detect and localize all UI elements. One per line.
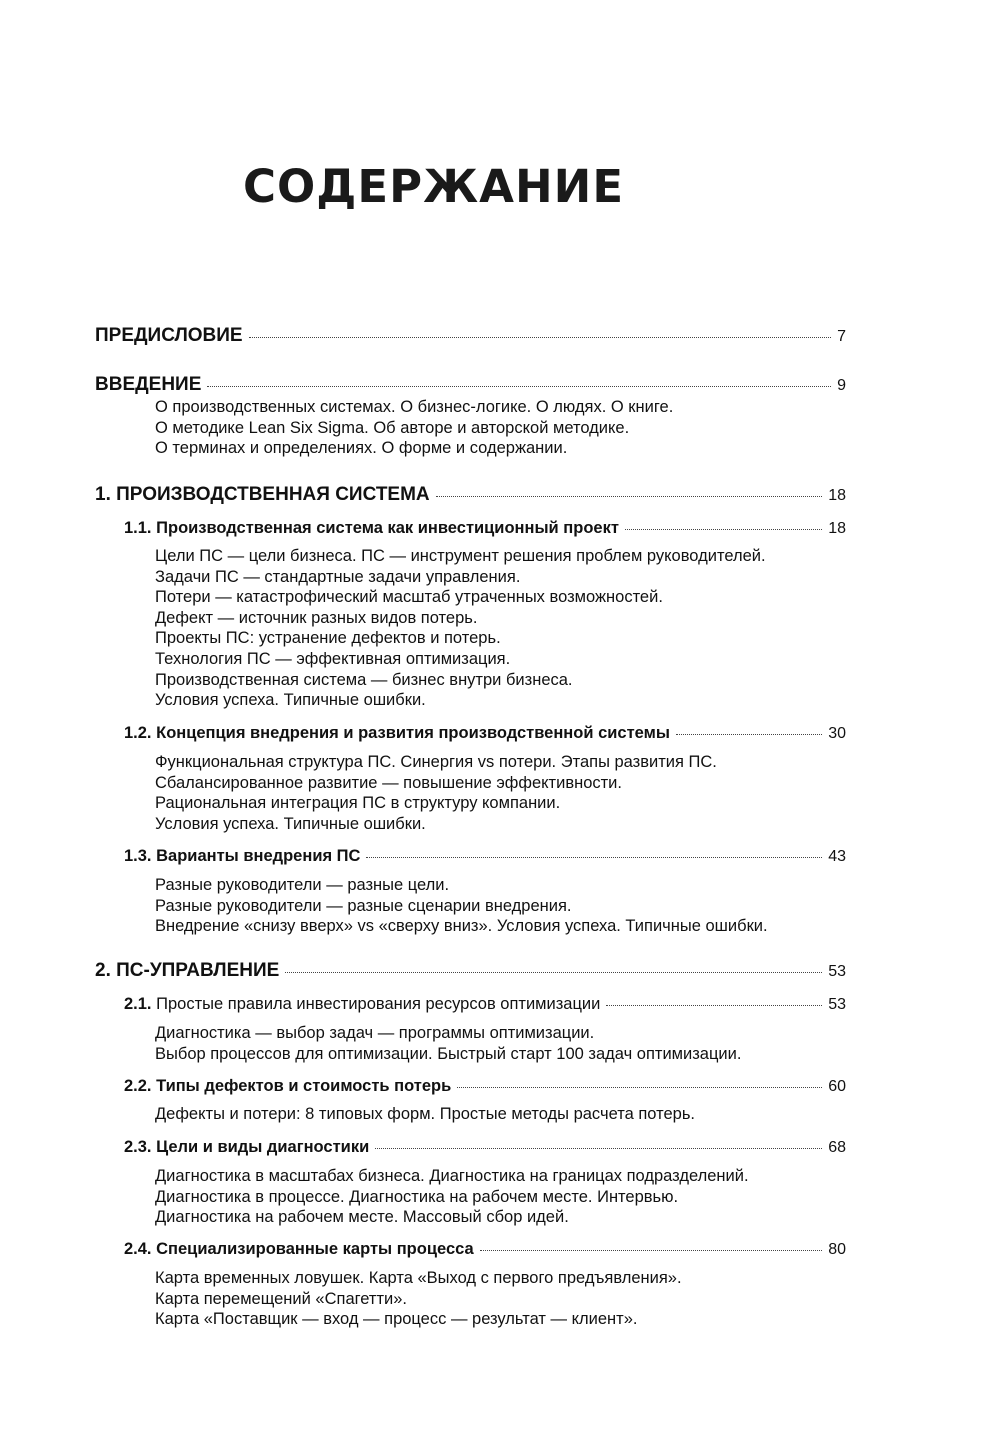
description-line: Диагностика на рабочем месте. Массовый сбор идей.: [155, 1208, 569, 1227]
toc-entry-label: 1. ПРОИЗВОДСТВЕННАЯ СИСТЕМА: [95, 484, 430, 505]
toc-description: [155, 546, 855, 711]
toc-description: [155, 875, 855, 937]
description-line: Выбор процессов для оптимизации. Быстрый старт 100 задач оптимизации.: [155, 1044, 742, 1063]
leader-dots: [375, 1148, 822, 1149]
description-line: Диагностика — выбор задач — программы оптимизации.: [155, 1024, 595, 1042]
description-line: О производственных системах. О бизнес-логике. О людях. О книге.: [155, 398, 674, 416]
page-number: 53: [828, 996, 846, 1013]
description-line: Диагностика в масштабах бизнеса. Диагностика на границах подразделений.: [155, 1167, 749, 1185]
page-title: СОДЕРЖАНИЕ: [243, 160, 625, 213]
description-line: Потери — катастрофический масштаб утраченных возможностей.: [155, 588, 663, 607]
toc-description: [155, 752, 855, 834]
leader-dots: [625, 529, 822, 530]
toc-entry-section-2-2[interactable]: [124, 1077, 846, 1096]
description-line: Проекты ПС: устранение дефектов и потерь.: [155, 629, 501, 648]
page-number: 18: [828, 520, 846, 537]
toc-entry-chapter-2[interactable]: [95, 960, 846, 982]
page-number: 80: [828, 1241, 846, 1258]
page-number: 9: [837, 377, 846, 394]
page-number: 7: [837, 328, 846, 345]
toc-description: [155, 1166, 855, 1228]
description-line: Производственная система — бизнес внутри бизнеса.: [155, 670, 573, 689]
description-line: О методике Lean Six Sigma. Об авторе и авторской методике.: [155, 418, 630, 437]
description-line: Дефекты и потери: 8 типовых форм. Простые методы расчета потерь.: [155, 1105, 696, 1123]
toc-description: [155, 1023, 855, 1064]
toc-entry-section-1-2[interactable]: [124, 724, 846, 743]
description-line: Карта перемещений «Спагетти».: [155, 1289, 407, 1308]
section-number: 1.1.: [124, 519, 152, 537]
page-number: 68: [828, 1139, 846, 1156]
section-number: 1.3.: [124, 847, 152, 865]
section-number: 2.4.: [124, 1240, 152, 1258]
leader-dots: [436, 496, 823, 497]
leader-dots: [285, 972, 822, 973]
section-number: 2.3.: [124, 1138, 152, 1156]
toc-description: [155, 1104, 855, 1125]
toc-entry-chapter-1[interactable]: [95, 484, 846, 506]
toc-description: [155, 1268, 855, 1330]
leader-dots: [480, 1250, 823, 1251]
toc-entry-section-2-1[interactable]: [124, 995, 846, 1014]
toc-description: [155, 397, 855, 459]
page-number: 53: [828, 963, 846, 980]
description-line: Условия успеха. Типичные ошибки.: [155, 814, 426, 833]
description-line: Диагностика в процессе. Диагностика на рабочем месте. Интервью.: [155, 1187, 679, 1206]
leader-dots: [606, 1005, 822, 1006]
description-line: О терминах и определениях. О форме и содержании.: [155, 439, 568, 458]
leader-dots: [207, 386, 831, 387]
description-line: Технология ПС — эффективная оптимизация.: [155, 649, 511, 668]
section-title: Производственная система как инвестиционный проект: [156, 519, 619, 537]
description-line: Карта временных ловушек. Карта «Выход с первого предъявления».: [155, 1269, 682, 1287]
section-number: 1.2.: [124, 724, 152, 742]
page-number: 30: [828, 725, 846, 742]
section-title: Простые правила инвестирования ресурсов оптимизации: [156, 995, 601, 1013]
description-line: Карта «Поставщик — вход — процесс — результат — клиент».: [155, 1310, 638, 1329]
description-line: Разные руководители — разные сценарии внедрения.: [155, 896, 572, 915]
page-number: 43: [828, 848, 846, 865]
page-number: 60: [828, 1078, 846, 1095]
toc-entry-section-2-3[interactable]: [124, 1138, 846, 1157]
description-line: Функциональная структура ПС. Синергия vs потери. Этапы развития ПС.: [155, 753, 717, 771]
page-number: 18: [828, 487, 846, 504]
section-number: 2.2.: [124, 1077, 152, 1095]
description-line: Задачи ПС — стандартные задачи управления.: [155, 567, 521, 586]
toc-entry-preface[interactable]: [95, 325, 846, 347]
toc-entry-intro[interactable]: [95, 374, 846, 396]
description-line: Внедрение «снизу вверх» vs «сверху вниз». Условия успеха. Типичные ошибки.: [155, 917, 768, 936]
section-title: Цели и виды диагностики: [156, 1138, 370, 1156]
section-title: Варианты внедрения ПС: [156, 847, 361, 865]
toc-entry-label: 2. ПС-УПРАВЛЕНИЕ: [95, 960, 280, 981]
leader-dots: [249, 337, 831, 338]
leader-dots: [457, 1087, 822, 1088]
section-title: Специализированные карты процесса: [156, 1240, 474, 1258]
toc-entry-section-1-3[interactable]: [124, 847, 846, 866]
section-title: Концепция внедрения и развития производственной системы: [156, 724, 670, 742]
description-line: Разные руководители — разные цели.: [155, 876, 450, 894]
leader-dots: [676, 734, 822, 735]
description-line: Цели ПС — цели бизнеса. ПС — инструмент решения проблем руководителей.: [155, 547, 766, 565]
toc-entry-section-2-4[interactable]: [124, 1240, 846, 1259]
toc-entry-section-1-1[interactable]: [124, 519, 846, 538]
toc-entry-label: ВВЕДЕНИЕ: [95, 374, 202, 395]
section-number: 2.1.: [124, 995, 152, 1013]
leader-dots: [366, 857, 822, 858]
toc-entry-label: ПРЕДИСЛОВИЕ: [95, 325, 243, 346]
description-line: Рациональная интеграция ПС в структуру компании.: [155, 794, 561, 813]
section-title: Типы дефектов и стоимость потерь: [156, 1077, 452, 1095]
description-line: Условия успеха. Типичные ошибки.: [155, 691, 426, 710]
description-line: Сбалансированное развитие — повышение эффективности.: [155, 773, 622, 792]
description-line: Дефект — источник разных видов потерь.: [155, 608, 478, 627]
